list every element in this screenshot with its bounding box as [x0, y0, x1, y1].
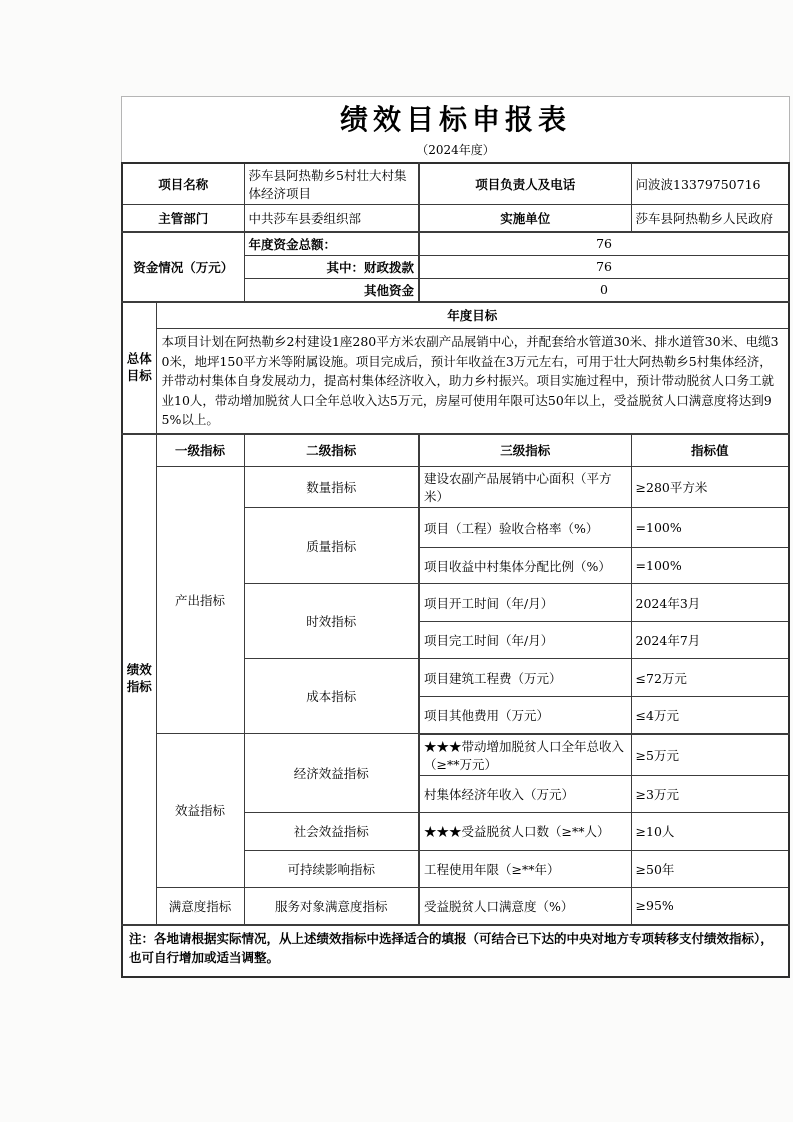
indicator-level3: 建设农副产品展销中心面积（平方米）	[419, 467, 631, 508]
level2-economic: 经济效益指标	[244, 734, 419, 813]
indicator-level3: 项目（工程）验收合格率（%）	[419, 508, 631, 548]
indicator-value: =100%	[631, 508, 789, 548]
funding-section-label: 资金情况（万元）	[122, 232, 244, 302]
annual-goal-text: 本项目计划在阿热勒乡2村建设1座280平方米农副产品展销中心，并配套给水管道30米、排水道管30米、电缆30米，地坪150平方米等附属设施。项目完成后，预计年收益在3万元左右，可用于壮大阿热勒乡5村集体经济，并带动村集体自身发展动力，提高村集体经济收入，助力乡村振兴。项目实施过程中，预计带动脱贫人口务工就业10人，带动增加脱贫人口全年总收入达5万元，房屋可使用年限可达50年以上，受益脱贫人口满意度将达到95%以上。	[156, 329, 789, 434]
indicator-value: ≥280平方米	[631, 467, 789, 508]
indicator-level3: 受益脱贫人口满意度（%）	[419, 887, 631, 925]
funding-fiscal-label: 其中：财政拨款	[244, 255, 419, 278]
funding-other-label: 其他资金	[244, 278, 419, 302]
indicator-value: ≥95%	[631, 887, 789, 925]
header-level2: 二级指标	[244, 434, 419, 467]
indicator-level3: 工程使用年限（≥**年）	[419, 850, 631, 887]
implement-unit-label: 实施单位	[419, 205, 631, 232]
level1-output: 产出指标	[156, 467, 244, 734]
indicator-value: ≥3万元	[631, 775, 789, 812]
indicator-value: ≥10人	[631, 812, 789, 850]
project-name-label: 项目名称	[122, 163, 244, 205]
project-leader-value: 问波波13379750716	[631, 163, 789, 205]
indicator-value: ≤4万元	[631, 697, 789, 734]
indicator-value: ≤72万元	[631, 659, 789, 697]
indicator-level3: ★★★受益脱贫人口数（≥**人）	[419, 812, 631, 850]
performance-indicator-label: 绩效指标	[122, 434, 156, 926]
department-label: 主管部门	[122, 205, 244, 232]
indicator-level3: 村集体经济年收入（万元）	[419, 775, 631, 812]
title-block	[121, 96, 790, 162]
header-value: 指标值	[631, 434, 789, 467]
funding-other-value: 0	[419, 278, 789, 302]
header-level3: 三级指标	[419, 434, 631, 467]
level2-sustainable: 可持续影响指标	[244, 850, 419, 887]
level2-social: 社会效益指标	[244, 812, 419, 850]
level1-satisfaction: 满意度指标	[156, 887, 244, 925]
performance-target-table	[121, 162, 790, 978]
page-title: 绩效目标申报表	[339, 103, 571, 136]
page-subtitle: （2024年度）	[416, 143, 495, 157]
funding-fiscal-value: 76	[419, 255, 789, 278]
funding-total-value: 76	[419, 232, 789, 256]
indicator-value: =100%	[631, 548, 789, 584]
level2-quantity: 数量指标	[244, 467, 419, 508]
project-leader-label: 项目负责人及电话	[419, 163, 631, 205]
indicator-level3: 项目开工时间（年/月）	[419, 584, 631, 622]
indicator-value: ≥50年	[631, 850, 789, 887]
overall-goal-label: 总体目标	[122, 302, 156, 434]
level2-quality: 质量指标	[244, 508, 419, 584]
level2-timeliness: 时效指标	[244, 584, 419, 659]
indicator-level3: 项目建筑工程费（万元）	[419, 659, 631, 697]
indicator-value: ≥5万元	[631, 734, 789, 776]
indicator-level3: 项目其他费用（万元）	[419, 697, 631, 734]
form-sheet	[121, 96, 790, 978]
indicator-value: 2024年7月	[631, 622, 789, 659]
header-level1: 一级指标	[156, 434, 244, 467]
funding-total-label: 年度资金总额：	[244, 232, 419, 256]
level2-service-satisfaction: 服务对象满意度指标	[244, 887, 419, 925]
footnote: 注：各地请根据实际情况，从上述绩效指标中选择适合的填报（可结合已下达的中央对地方专项转移支付绩效指标），也可自行增加或适当调整。	[122, 925, 789, 977]
indicator-level3: 项目收益中村集体分配比例（%）	[419, 548, 631, 584]
annual-goal-header: 年度目标	[156, 302, 789, 329]
implement-unit-value: 莎车县阿热勒乡人民政府	[631, 205, 789, 232]
department-value: 中共莎车县委组织部	[244, 205, 419, 232]
indicator-value: 2024年3月	[631, 584, 789, 622]
indicator-level3: ★★★带动增加脱贫人口全年总收入（≥**万元）	[419, 734, 631, 776]
project-name-value: 莎车县阿热勒乡5村壮大村集体经济项目	[244, 163, 419, 205]
level2-cost: 成本指标	[244, 659, 419, 734]
indicator-level3: 项目完工时间（年/月）	[419, 622, 631, 659]
level1-benefit: 效益指标	[156, 734, 244, 888]
